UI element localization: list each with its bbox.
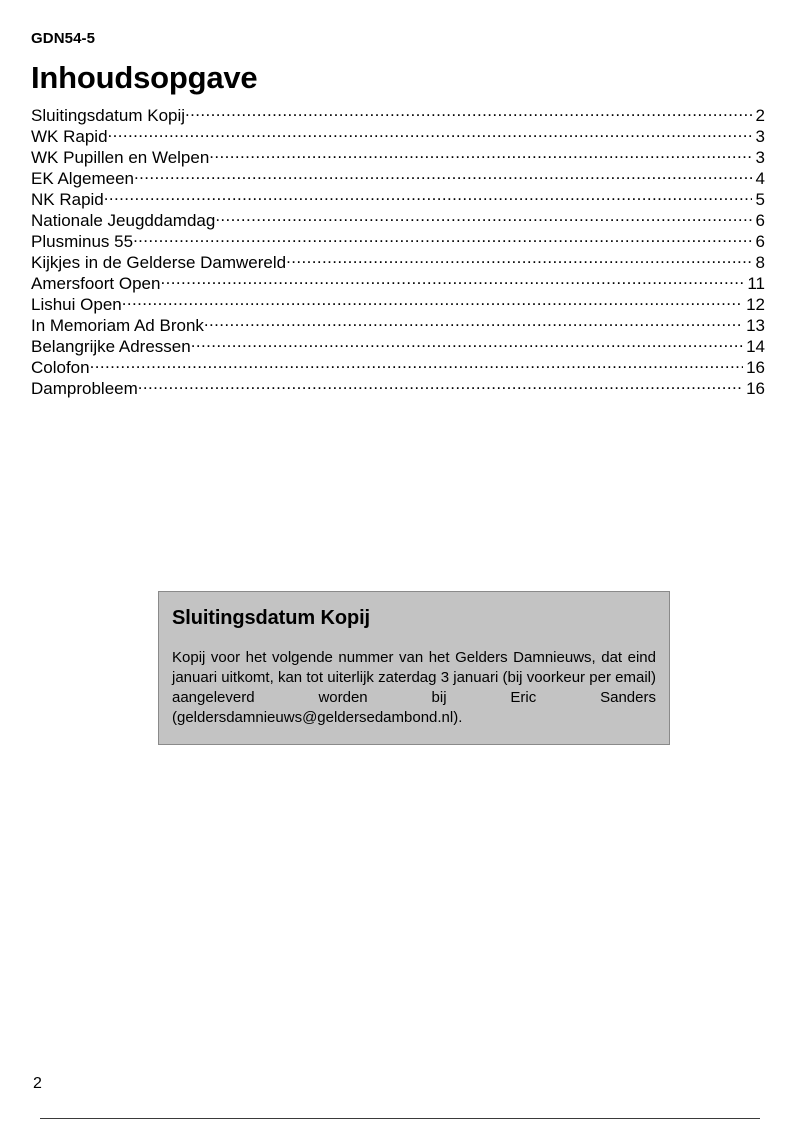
toc-entry-page-number: 12 [746,295,765,314]
toc-dot-leader [215,205,752,226]
toc-dot-leader [133,226,752,247]
toc-dot-leader [122,289,743,310]
toc-entry[interactable] [31,100,765,125]
toc-entry-page-number: 6 [755,232,765,251]
toc-entry[interactable] [31,142,765,167]
toc-entry-label: Plusminus 55 [31,232,134,251]
running-header-issue-code: GDN54-5 [31,30,96,47]
toc-entry-label: Nationale Jeugddamdag [31,211,216,230]
toc-entry-page-number: 4 [755,169,765,188]
toc-dot-leader [204,310,743,331]
toc-entry-page-number: 5 [755,190,765,209]
toc-entry[interactable] [31,205,765,230]
toc-dot-leader [104,184,752,205]
toc-entry-page-number: 14 [746,337,765,356]
toc-entry-label: Amersfoort Open [31,274,161,293]
toc-entry-page-number: 3 [755,127,765,146]
toc-dot-leader [209,142,752,163]
toc-dot-leader [191,331,743,352]
toc-dot-leader [108,121,752,142]
toc-entry-page-number: 6 [755,211,765,230]
notice-title: Sluitingsdatum Kopij [172,607,370,629]
toc-entry-label: Damprobleem [31,379,138,398]
notice-body: Kopij voor het volgende nummer van het Gelders Damnieuws, dat eind januari uitkomt, kan tot uiterlijk zaterdag 3 januari (bij voorkeur per email) aangeleverd worden bij Eric Sanders (geldersdamnieuws@geldersedambond.nl). [172,649,656,726]
toc-entry-label: EK Algemeen [31,169,135,188]
toc-dot-leader [90,352,743,373]
toc-entry-label: Colofon [31,358,90,377]
toc-entry-page-number: 16 [746,379,765,398]
toc-entry-label: Sluitingsdatum Kopij [31,106,186,125]
toc-entry-page-number: 11 [747,274,765,293]
toc-entry-page-number: 16 [746,358,765,377]
toc-entry-label: Belangrijke Adressen [31,337,191,356]
toc-entry-page-number: 3 [755,148,765,167]
toc-entry-page-number: 8 [755,253,765,272]
page-title: Inhoudsopgave [31,60,258,95]
notice-box [158,591,670,745]
toc-entry-label: WK Pupillen en Welpen [31,148,210,167]
table-of-contents [31,100,765,398]
toc-entry-label: WK Rapid [31,127,108,146]
toc-entry[interactable] [31,163,765,188]
toc-entry-page-number: 13 [746,316,765,335]
toc-dot-leader [138,373,743,394]
toc-entry[interactable] [31,121,765,146]
toc-dot-leader [286,247,752,268]
footer-divider [40,1118,760,1119]
toc-entry[interactable] [31,289,765,314]
toc-entry-label: In Memoriam Ad Bronk [31,316,204,335]
toc-dot-leader [185,100,752,121]
toc-entry-page-number: 2 [755,106,765,125]
toc-dot-leader [160,268,744,289]
toc-entry[interactable] [31,373,765,398]
toc-entry-label: Lishui Open [31,295,122,314]
toc-entry-label: Kijkjes in de Gelderse Damwereld [31,253,287,272]
toc-dot-leader [134,163,752,184]
toc-entry[interactable] [31,184,765,209]
toc-entry[interactable] [31,352,765,377]
toc-entry-label: NK Rapid [31,190,104,209]
footer-page-number: 2 [33,1075,42,1092]
toc-entry[interactable] [31,226,765,251]
toc-entry[interactable] [31,247,765,272]
toc-entry[interactable] [31,310,765,335]
